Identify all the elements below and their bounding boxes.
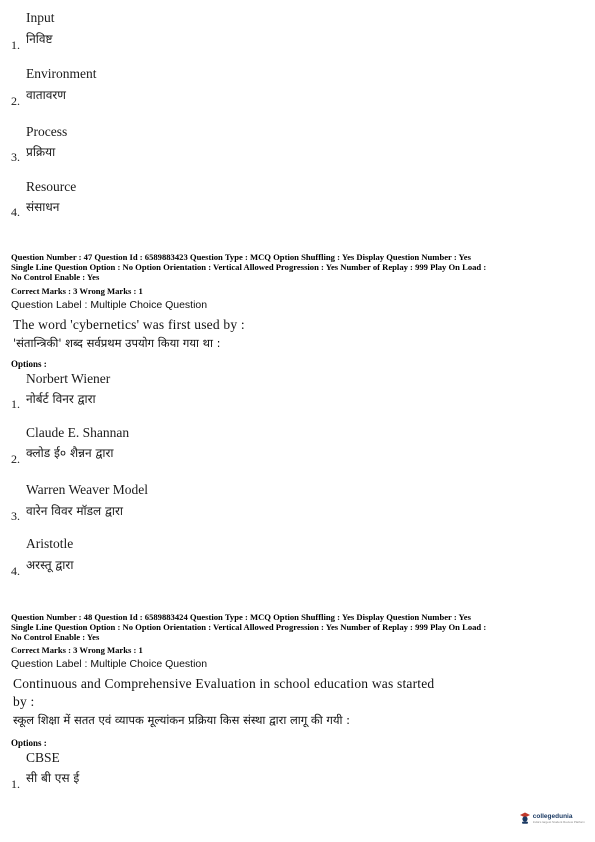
option-en: Norbert Wiener xyxy=(26,371,111,386)
option-number: 2. xyxy=(11,452,20,466)
question-label: Question Label : Multiple Choice Question xyxy=(11,658,208,670)
logo-tagline: India's largest Student Review Platform xyxy=(532,819,585,824)
question-text-hi: 'संतान्त्रिकी' शब्द सर्वप्रथम उपयोग किया गया था : xyxy=(13,336,221,350)
meta-line: Single Line Question Option : No Option Orientation : Vertical Allowed Progression : Yes Number of Replay : 999 Play On Load : xyxy=(11,262,487,272)
option-number: 1. xyxy=(11,777,20,791)
logo-brand: collegedunia xyxy=(532,812,573,820)
option-hi: प्रक्रिया xyxy=(26,145,56,159)
options-heading: Options : xyxy=(11,359,47,369)
marks-line: Correct Marks : 3 Wrong Marks : 1 xyxy=(11,286,143,296)
option-hi: वारेन विवर मॉडल द्वारा xyxy=(26,504,124,518)
graduate-icon xyxy=(520,812,530,824)
meta-line: No Control Enable : Yes xyxy=(11,632,100,642)
option-number: 1. xyxy=(11,38,20,52)
collegedunia-logo xyxy=(520,812,585,824)
option-en: Resource xyxy=(26,179,77,194)
logo-text-block xyxy=(533,813,585,824)
option-hi: अरस्तू द्वारा xyxy=(26,558,74,572)
meta-line: No Control Enable : Yes xyxy=(11,272,100,282)
option-en: Warren Weaver Model xyxy=(26,482,149,497)
marks-line: Correct Marks : 3 Wrong Marks : 1 xyxy=(11,645,143,655)
option-hi: नोर्बर्ट विनर द्वारा xyxy=(26,392,96,406)
option-en: Process xyxy=(26,124,68,139)
option-en: Input xyxy=(26,10,55,25)
option-en: CBSE xyxy=(26,750,60,765)
question-text-en: The word 'cybernetics' was first used by : xyxy=(13,317,245,332)
option-number: 3. xyxy=(11,150,20,164)
option-number: 2. xyxy=(11,94,20,108)
option-hi: निविष्ट xyxy=(26,32,53,46)
meta-line: Question Number : 47 Question Id : 6589883423 Question Type : MCQ Option Shuffling : Yes Display Question Number : Yes xyxy=(11,252,471,262)
options-heading: Options : xyxy=(11,738,47,748)
question-label: Question Label : Multiple Choice Question xyxy=(11,299,208,311)
option-hi: संसाधन xyxy=(26,200,60,214)
option-number: 1. xyxy=(11,397,20,411)
question-text-hi: स्कूल शिक्षा में सतत एवं व्यापक मूल्यांकन प्रक्रिया किस संस्था द्वारा लागू की गयी : xyxy=(13,713,351,727)
question-meta xyxy=(11,252,586,282)
question-text-en-cont: by : xyxy=(13,694,35,709)
option-en: Environment xyxy=(26,66,97,81)
option-hi: क्लोड ई० शैन्नन द्वारा xyxy=(26,446,114,460)
option-number: 4. xyxy=(11,564,20,578)
option-number: 4. xyxy=(11,205,20,219)
meta-line: Single Line Question Option : No Option Orientation : Vertical Allowed Progression : Yes Number of Replay : 999 Play On Load : xyxy=(11,622,487,632)
option-hi: वातावरण xyxy=(26,88,66,102)
meta-line: Question Number : 48 Question Id : 6589883424 Question Type : MCQ Option Shuffling : Yes Display Question Number : Yes xyxy=(11,612,471,622)
option-number: 3. xyxy=(11,509,20,523)
option-en: Claude E. Shannan xyxy=(26,425,130,440)
question-meta xyxy=(11,612,586,642)
option-en: Aristotle xyxy=(26,536,74,551)
option-hi: सी बी एस ई xyxy=(26,771,80,785)
question-text-en: Continuous and Comprehensive Evaluation in school education was started xyxy=(13,676,435,691)
